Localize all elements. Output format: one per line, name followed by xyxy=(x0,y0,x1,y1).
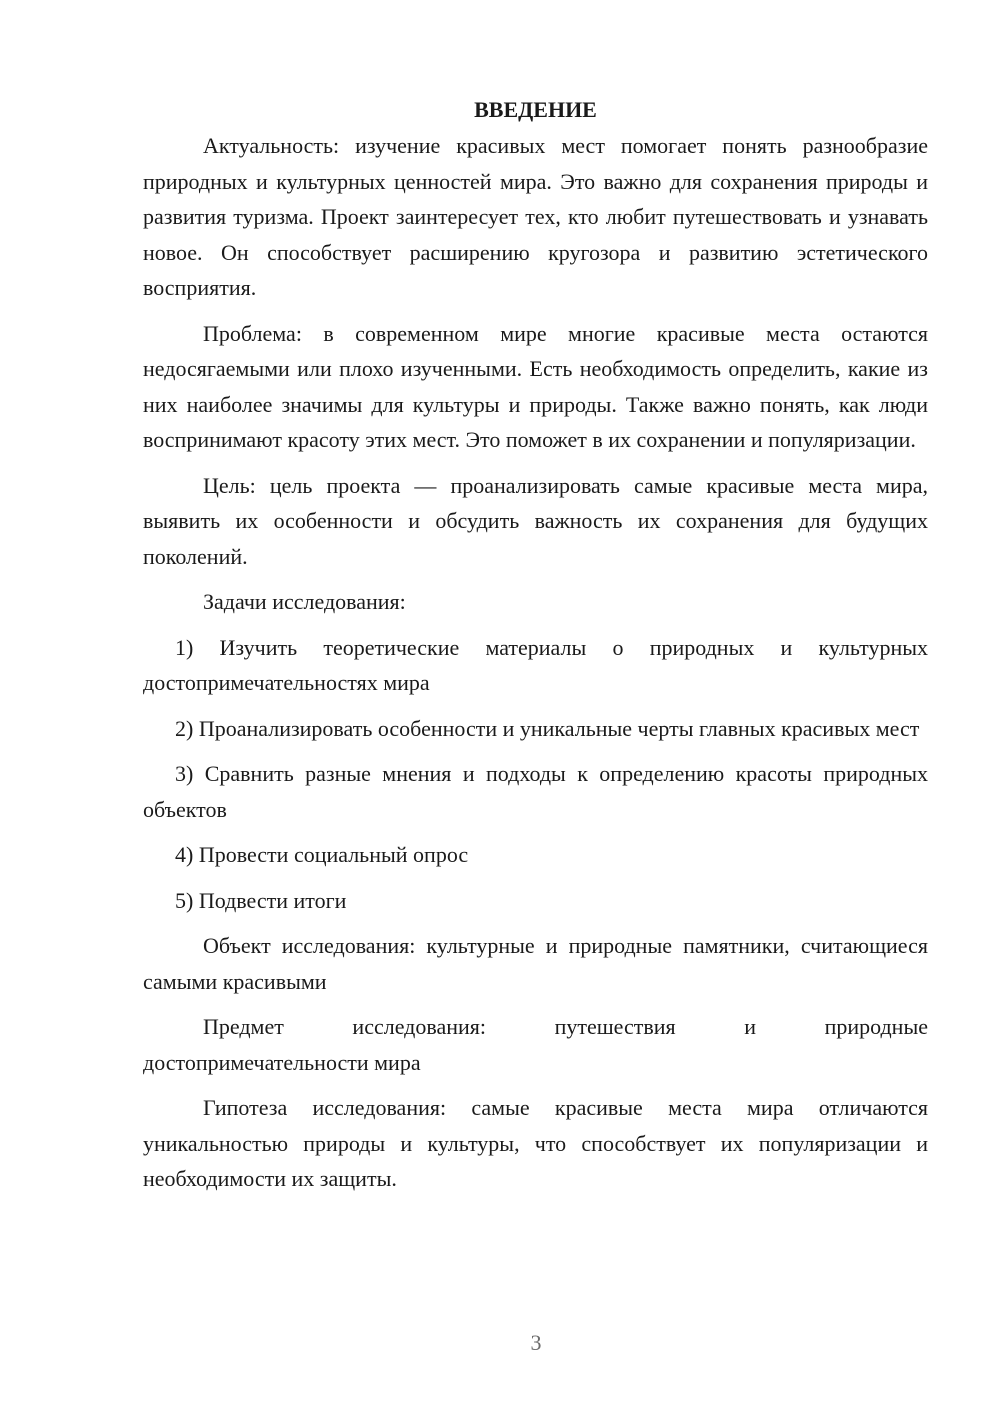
tasks-heading: Задачи исследования: xyxy=(203,589,406,614)
task-item-3: 3) Сравнить разные мнения и подходы к определению красоты природных объектов xyxy=(143,761,928,822)
page-title: ВВЕДЕНИЕ xyxy=(474,97,597,122)
task-item-1: 1) Изучить теоретические материалы о природных и культурных достопримечательностях мира xyxy=(143,634,928,695)
hypothesis-paragraph: Гипотеза исследования: самые красивые места мира отличаются уникальностью природы и культуры, что способствует их популяризации и необходимости их защиты. xyxy=(143,1095,928,1191)
subject-line-2: достопримечательности мира xyxy=(143,1049,421,1075)
task-item-2: 2) Проанализировать особенности и уникальные черты главных красивых мест xyxy=(175,715,920,741)
problem-paragraph: Проблема: в современном мире многие красивые места остаются недосягаемыми или плохо изученными. Есть необходимость определить, какие из них наиболее значимы для культуры и природы. Также важно понять, как люди воспринимают красоту этих мест. Это поможет в их сохранении и популяризации. xyxy=(143,320,928,452)
page-number: 3 xyxy=(530,1330,542,1355)
subject-paragraph xyxy=(143,1009,928,1045)
task-item-4: 4) Провести социальный опрос xyxy=(175,842,469,867)
subject-line-1: Предмет исследования: путешествия и природные xyxy=(203,1014,928,1039)
object-paragraph: Объект исследования: культурные и природные памятники, считающиеся самыми красивыми xyxy=(143,933,928,994)
task-item-5: 5) Подвести итоги xyxy=(175,887,347,913)
document-page xyxy=(143,92,928,1207)
relevance-paragraph: Актуальность: изучение красивых мест помогает понять разнообразие природных и культурных ценностей мира. Это важно для сохранения природы и развития туризма. Проект заинтересует тех, кто любит путешествовать и узнавать новое. Он способствует расширению кругозора и развитию эстетического восприятия. xyxy=(143,133,928,300)
goal-paragraph: Цель: цель проекта — проанализировать самые красивые места мира, выявить их особенности и обсудить важность их сохранения для будущих поколений. xyxy=(143,472,928,569)
